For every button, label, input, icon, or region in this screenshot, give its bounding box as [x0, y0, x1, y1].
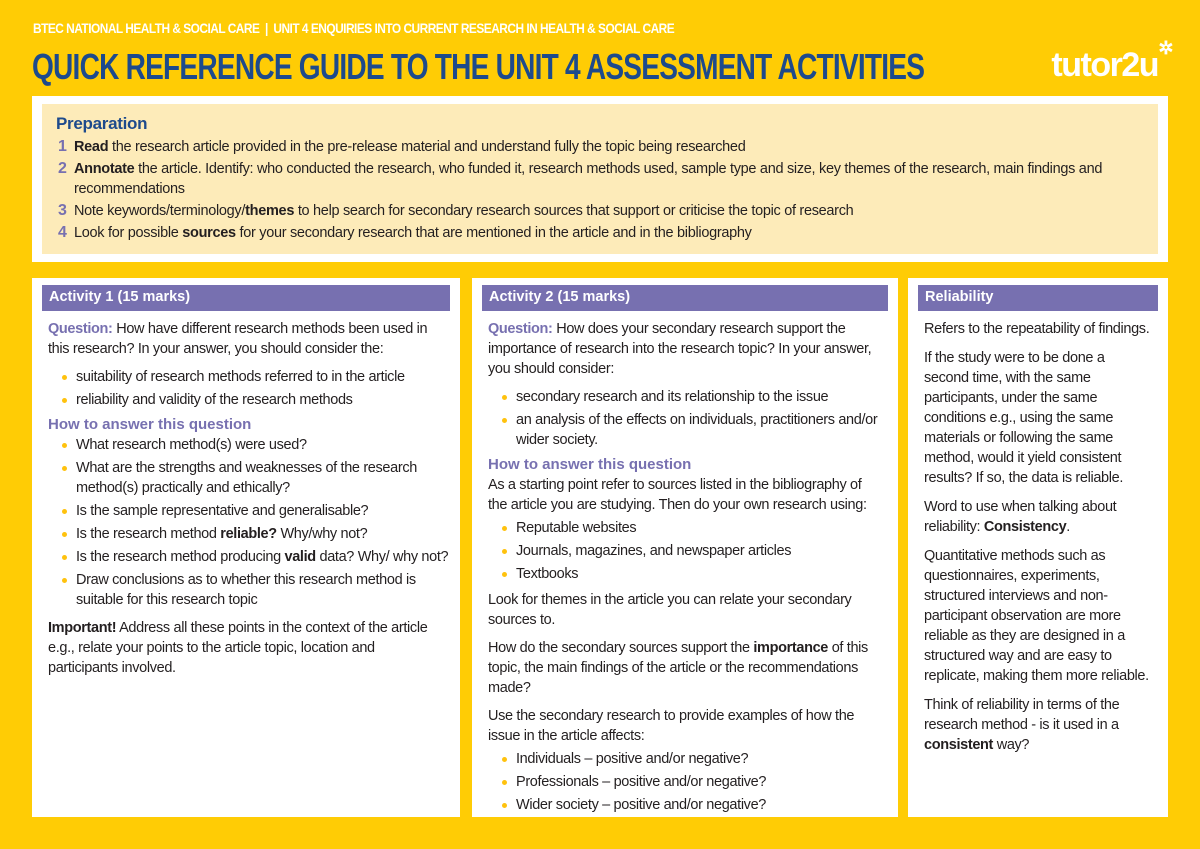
intro-text: As a starting point refer to sources listed in the bibliography of the article you are studying. Then do your own research using:	[488, 477, 867, 513]
list-item: secondary research and its relationship to the issue	[504, 387, 888, 407]
item-text: Note keywords/terminology/	[74, 203, 246, 219]
logo-text: tutor2u	[1051, 46, 1158, 84]
paragraph: Quantitative methods such as questionnaires, experiments, structured interviews and non-participant observation are more reliable as they are designed in a structured way and are easy to replicate, making them more reliable.	[924, 548, 1149, 684]
question-label: Question:	[48, 321, 113, 337]
list-item: What research method(s) were used?	[64, 435, 450, 455]
question	[482, 319, 888, 379]
important-note: Important! Address all these points in the context of the article e.g., relate your points to the article topic, location and participants involved.	[48, 620, 428, 676]
themes-text: Look for themes in the article you can relate your secondary sources to.	[488, 592, 852, 628]
question	[42, 319, 450, 359]
item-text: for your secondary research that are mentioned in the article and in the bibliography	[235, 225, 752, 241]
list-item: Is the sample representative and generalisable?	[64, 501, 450, 521]
item-number: 1	[58, 138, 67, 155]
list-item: Professionals – positive and/or negative?	[504, 772, 888, 792]
list-item: Is the research method producing valid data? Why/ why not?	[64, 547, 450, 567]
question-label: Question:	[488, 321, 553, 337]
paragraph: If the study were to be done a second time, with the same participants, under the same conditions e.g., using the same materials or following the same method, would it yield consistent results? If so, the data is reliable.	[924, 350, 1124, 486]
list-item: Textbooks	[504, 564, 888, 584]
list-item: reliability and validity of the research methods	[64, 390, 450, 410]
list-item: Draw conclusions as to whether this research method is suitable for this research topic	[64, 570, 450, 610]
preparation-title: Preparation	[56, 114, 148, 133]
item-number: 4	[58, 224, 67, 241]
list-item: Journals, magazines, and newspaper articles	[504, 541, 888, 561]
how-to-answer-heading: How to answer this question	[488, 456, 692, 473]
list-item: Wider society – positive and/or negative?	[504, 795, 888, 815]
item-text: the research article provided in the pre-release material and understand fully the topic being researched	[108, 139, 746, 155]
paragraph: Word to use when talking about reliability: Consistency.	[924, 499, 1117, 535]
support-text: How do the secondary sources support the importance of this topic, the main findings of the article or the recommendations made?	[488, 640, 868, 696]
item-text: the article. Identify: who conducted the research, who funded it, research methods used, sample type and size, key themes of the research, main findings and recommendations	[74, 161, 1103, 197]
how-to-answer-heading: How to answer this question	[48, 416, 252, 433]
item-number: 2	[58, 160, 67, 177]
list-item: Individuals – positive and/or negative?	[504, 749, 888, 769]
prep-item	[56, 223, 1144, 243]
use-text: Use the secondary research to provide examples of how the issue in the article affects:	[488, 708, 855, 744]
question-text: How does your secondary research support the importance of research into the research topic? In your answer, you should consider:	[488, 321, 872, 377]
reliability-panel	[908, 278, 1168, 817]
tutor2u-logo	[1051, 38, 1172, 85]
activity1-header: Activity 1 (15 marks)	[42, 285, 450, 311]
bold-text: Annotate	[74, 161, 135, 177]
question-text: How have different research methods been used in this research? In your answer, you should consider the:	[48, 321, 428, 357]
list-item: Reputable websites	[504, 518, 888, 538]
reliability-header: Reliability	[918, 285, 1158, 311]
header-subtitle: BTEC NATIONAL HEALTH & SOCIAL CARE | UNIT 4 ENQUIRIES INTO CURRENT RESEARCH IN HEALTH & SOCIAL CARE	[33, 20, 675, 36]
prep-item	[56, 201, 1144, 221]
preparation-panel	[32, 96, 1168, 262]
bold-text: Read	[74, 139, 109, 155]
list-item: Is the research method reliable? Why/why not?	[64, 524, 450, 544]
prep-item	[56, 159, 1144, 199]
bold-text: sources	[182, 225, 236, 241]
item-text: to help search for secondary research sources that support or criticise the topic of research	[294, 203, 854, 219]
list-item: an analysis of the effects on individuals, practitioners and/or wider society.	[504, 410, 888, 450]
page-title: QUICK REFERENCE GUIDE TO THE UNIT 4 ASSESSMENT ACTIVITIES	[32, 46, 925, 87]
list-item: What are the strengths and weaknesses of the research method(s) practically and ethically?	[64, 458, 450, 498]
activity1-panel	[32, 278, 460, 817]
item-number: 3	[58, 202, 67, 219]
prep-item	[56, 137, 1144, 157]
bold-text: themes	[245, 203, 295, 219]
paragraph: Refers to the repeatability of findings.	[924, 321, 1150, 337]
activity2-header: Activity 2 (15 marks)	[482, 285, 888, 311]
paragraph: Think of reliability in terms of the research method - is it used in a consistent way?	[924, 697, 1120, 753]
flower-icon: ✲	[1158, 38, 1172, 58]
list-item: suitability of research methods referred to in the article	[64, 367, 450, 387]
activity2-panel	[472, 278, 898, 817]
item-text: Look for possible	[74, 225, 183, 241]
